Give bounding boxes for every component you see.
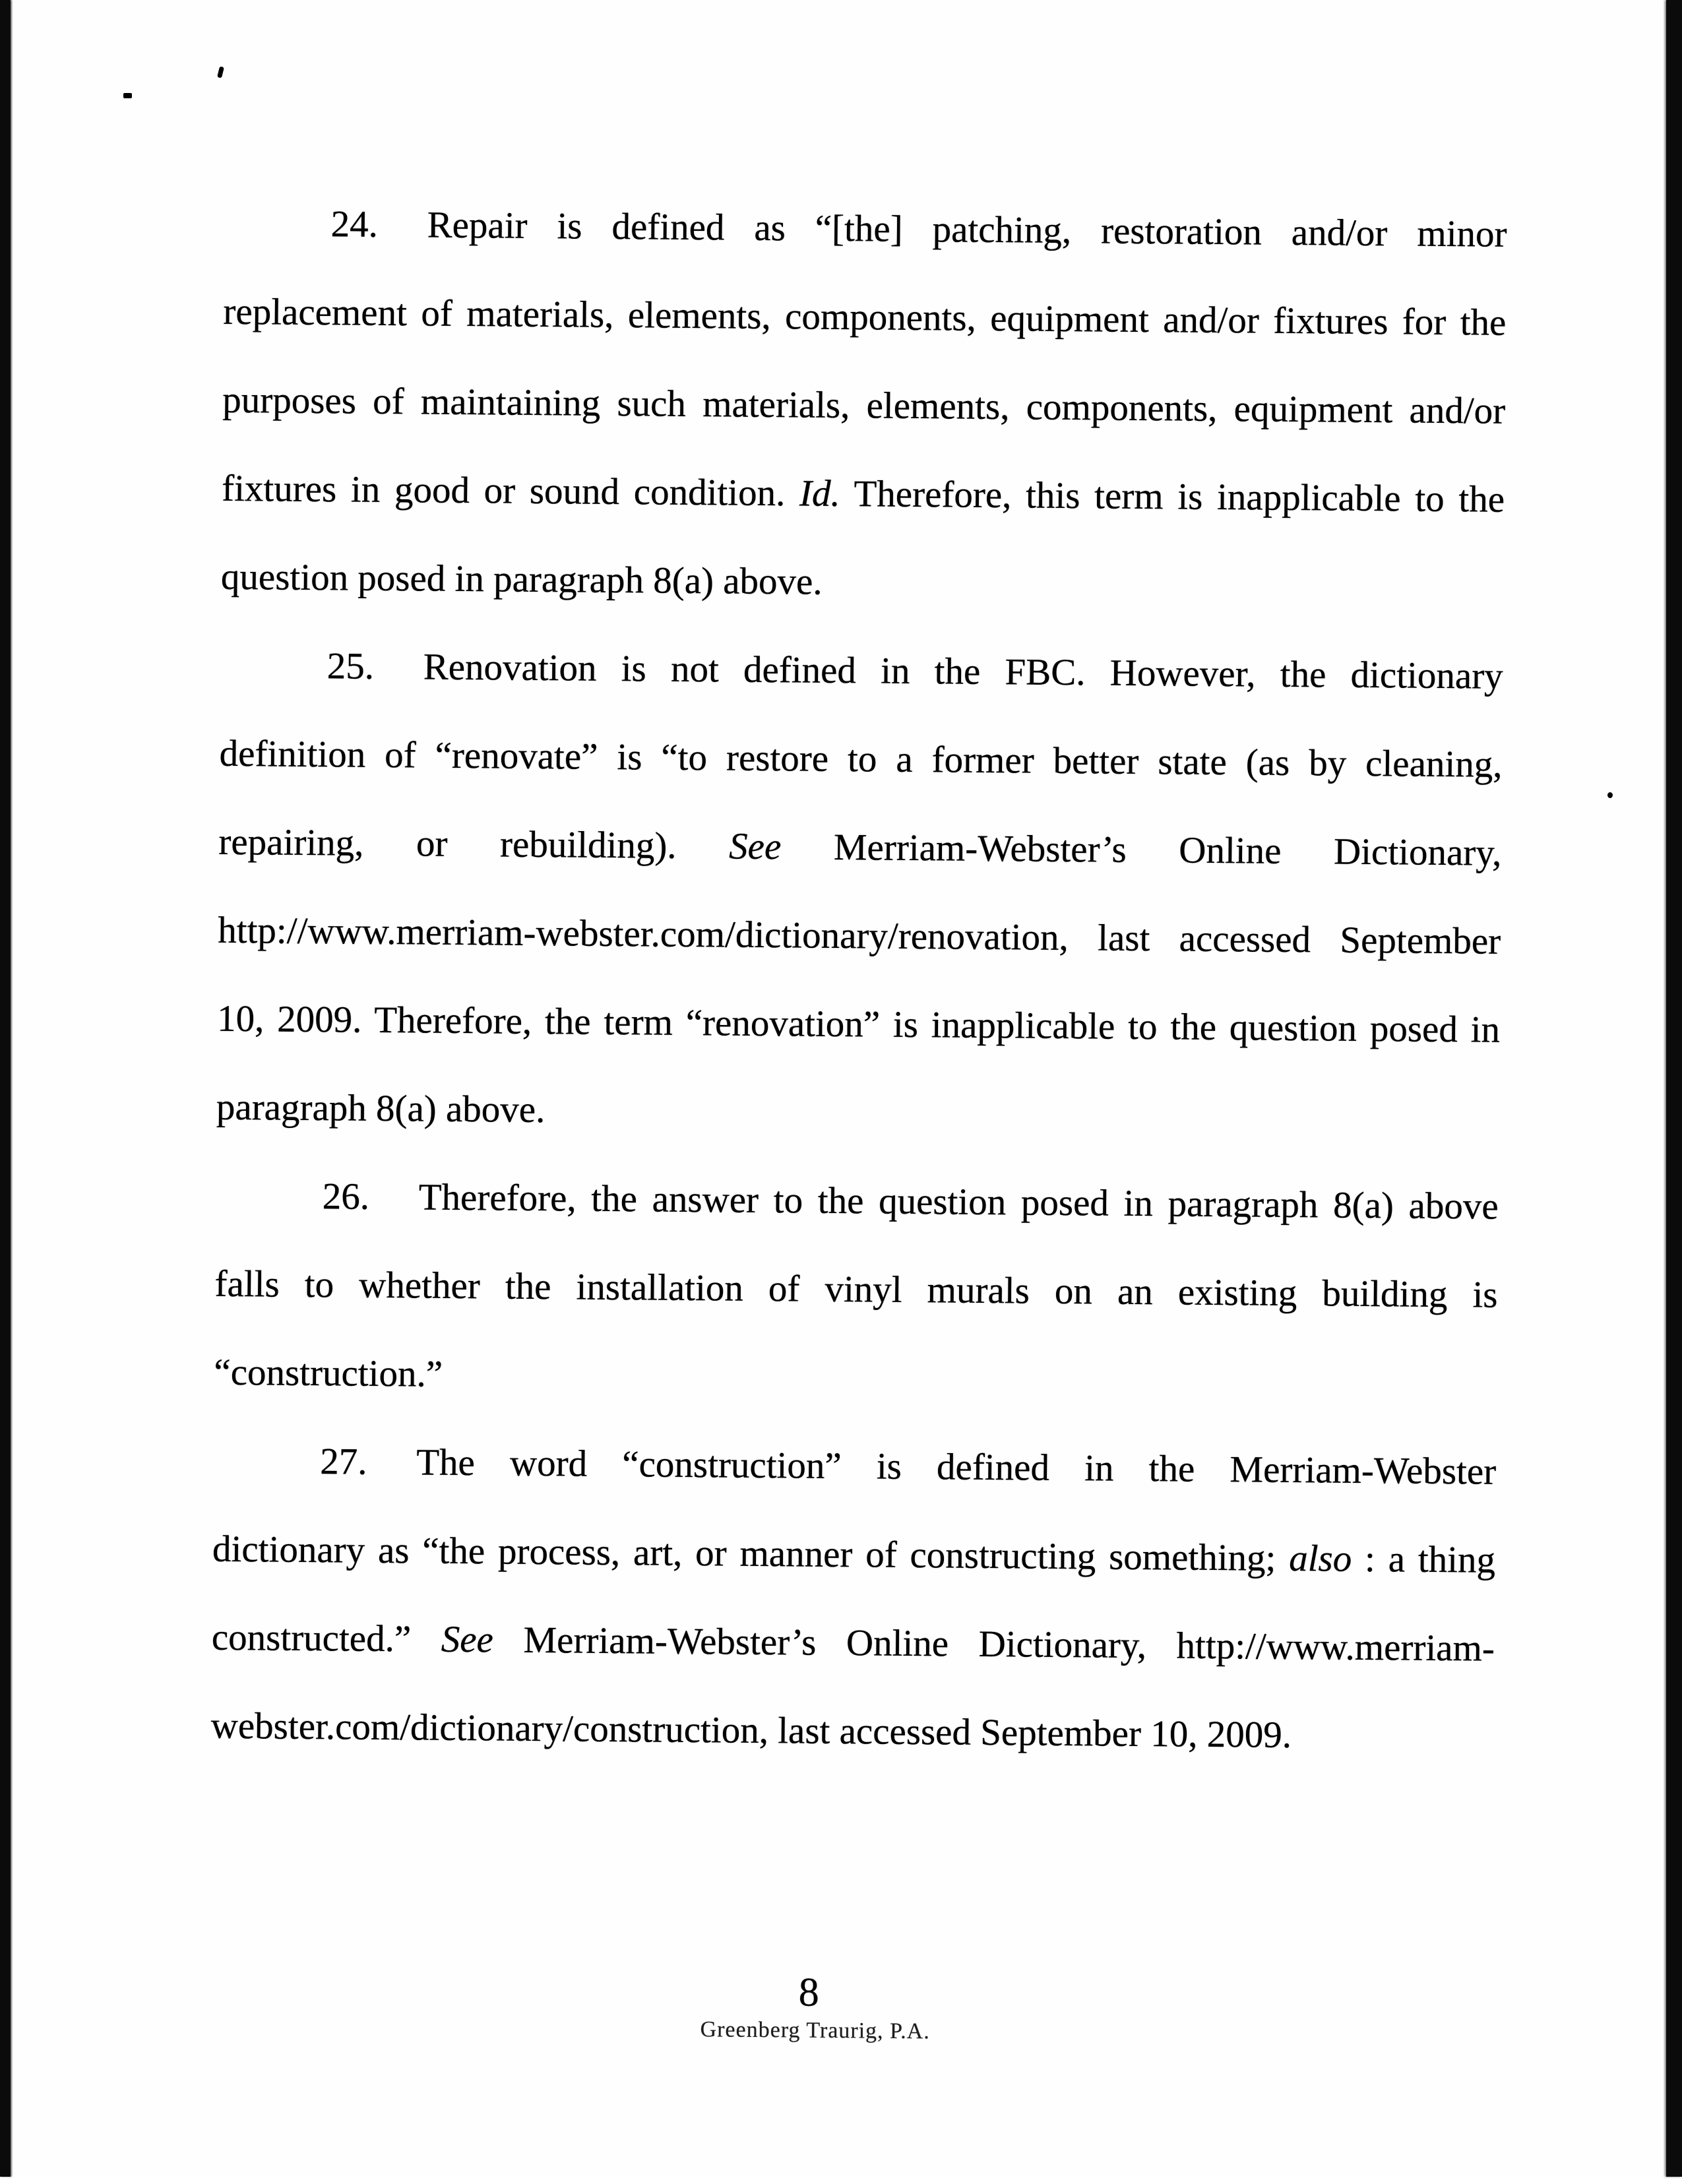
citation-see: See xyxy=(728,825,782,868)
law-firm-footer: Greenberg Traurig, P.A. xyxy=(700,2017,931,2044)
page-number: 8 xyxy=(798,1970,820,2015)
text-line: question posed in paragraph 8(a) above. xyxy=(220,555,823,603)
text-segment: fixtures in good or sound condition. xyxy=(221,467,800,515)
text-segment: Merriam-Webster’s Online Dictionary, xyxy=(781,826,1502,874)
document-body xyxy=(210,179,1507,1782)
text-line: paragraph 8(a) above. xyxy=(216,1086,545,1131)
text-line: webster.com/dictionary/construction, last accessed September 10, 2009. xyxy=(210,1704,1292,1757)
paragraph-25 xyxy=(216,621,1503,1163)
paragraph-number: 24. xyxy=(330,203,379,245)
text-line xyxy=(220,621,1503,721)
citation-id: Id. xyxy=(799,472,841,515)
paragraph-27 xyxy=(210,1417,1497,1782)
paragraph-number: 25. xyxy=(327,645,375,687)
emphasis-also: also xyxy=(1288,1538,1352,1580)
text-segment: Therefore, the answer to the question posed in paragraph 8(a) above xyxy=(418,1176,1499,1228)
text-line xyxy=(218,798,1502,898)
text-line: falls to whether the installation of vinyl murals on an existing building is xyxy=(214,1263,1498,1316)
text-line xyxy=(211,1594,1495,1693)
text-line xyxy=(224,179,1507,279)
text-line: “construction.” xyxy=(214,1351,443,1395)
text-line: purposes of maintaining such materials, elements, components, equipment and/or xyxy=(222,379,1506,432)
text-segment: : a thing xyxy=(1351,1538,1496,1581)
text-line xyxy=(212,1505,1496,1605)
text-segment: Therefore, this term is inapplicable to the xyxy=(840,473,1505,520)
text-segment: repairing, or rebuilding). xyxy=(218,821,730,867)
paragraph-24 xyxy=(220,179,1507,633)
paragraph-number: 26. xyxy=(322,1175,370,1218)
text-line xyxy=(222,445,1505,544)
text-segment: constructed.” xyxy=(211,1616,442,1660)
text-segment: Merriam-Webster’s Online Dictionary, http://www.merriam- xyxy=(493,1619,1495,1669)
text-segment: Renovation is not defined in the FBC. However, the dictionary xyxy=(423,646,1503,697)
text-line: definition of “renovate” is “to restore to a former better state (as by cleaning, xyxy=(219,732,1503,786)
text-segment: Repair is defined as “[the] patching, restoration and/or minor xyxy=(427,204,1507,255)
text-line xyxy=(213,1417,1497,1516)
text-line xyxy=(215,1152,1499,1251)
text-segment: dictionary as “the process, art, or manner of constructing something; xyxy=(212,1528,1290,1580)
text-segment: The word “construction” is defined in the Merriam-Webster xyxy=(416,1441,1497,1493)
text-line: replacement of materials, elements, components, equipment and/or fixtures for the xyxy=(223,290,1507,344)
citation-see: See xyxy=(441,1618,494,1661)
text-line: 10, 2009. Therefore, the term “renovation” is inapplicable to the question posed in xyxy=(216,997,1501,1051)
paragraph-number: 27. xyxy=(319,1441,367,1483)
text-line: http://www.merriam-webster.com/dictionary/renovation, last accessed September xyxy=(218,909,1501,962)
paragraph-26 xyxy=(214,1152,1499,1428)
